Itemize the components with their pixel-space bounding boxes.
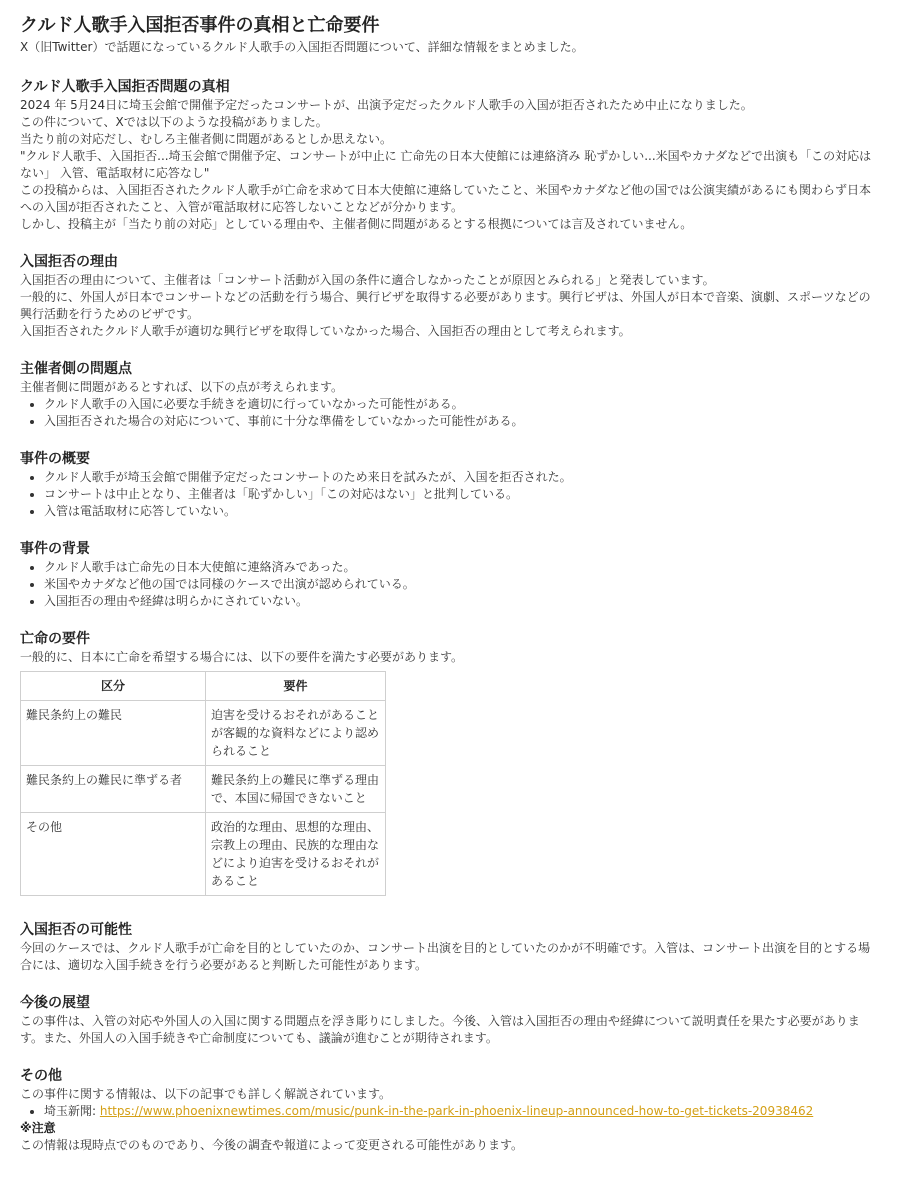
list-item: • 入国拒否の理由や経緯は明らかにされていない。 bbox=[44, 593, 878, 610]
paragraph: 一般的に、日本に亡命を希望する場合には、以下の要件を満たす必要があります。 bbox=[20, 650, 464, 664]
note-label: ※注意 bbox=[20, 1121, 56, 1135]
paragraph: 当たり前の対応だし、むしろ主催者側に問題があるとしか思えない。 bbox=[20, 132, 393, 146]
table-row bbox=[21, 813, 386, 896]
list-item bbox=[44, 1103, 878, 1120]
paragraph: 一般的に、外国人が日本でコンサートなどの活動を行う場合、興行ビザを取得する必要があります。興行ビザは、外国人が日本で音楽、演劇、スポーツなどの興行活動を行うためのビザです。 bbox=[20, 290, 871, 321]
paragraph: 2024 年 5月24日に埼玉会館で開催予定だったコンサートが、出演予定だったクルド人歌手の入国が拒否されたため中止になりました。 bbox=[20, 98, 753, 112]
section-body-reason bbox=[20, 272, 878, 340]
table-cell: その他 bbox=[21, 813, 206, 896]
table-cell: 難民条約上の難民に準ずる者 bbox=[21, 766, 206, 813]
section-heading-outlook: 今後の展望 bbox=[20, 995, 90, 1011]
section-heading-organizer: 主催者側の問題点 bbox=[20, 361, 132, 377]
paragraph: 入国拒否の理由について、主催者は「コンサート活動が入国の条件に適合しなかったことが原因とみられる」と発表しています。 bbox=[20, 273, 715, 287]
section-heading-truth: クルド人歌手入国拒否問題の真相 bbox=[20, 79, 230, 95]
paragraph: この事件は、入管の対応や外国人の入国に関する問題点を浮き彫りにしました。今後、入管は入国拒否の理由や経緯について説明責任を果たす必要があります。また、外国人の入国手続きや亡命制度についても、議論が進むことが期待されます。 bbox=[20, 1014, 860, 1045]
paragraph: この件について、Xでは以下のような投稿がありました。 bbox=[20, 115, 328, 129]
section-heading-other: その他 bbox=[20, 1068, 62, 1084]
source-label: 埼玉新聞: bbox=[44, 1104, 100, 1118]
paragraph: 今回のケースでは、クルド人歌手が亡命を目的としていたのか、コンサート出演を目的としていたのかが不明確です。入管は、コンサート出演を目的とする場合には、適切な入国手続きを行う必要があると判断した可能性があります。 bbox=[20, 941, 871, 972]
section-heading-background: 事件の背景 bbox=[20, 541, 90, 557]
table-row bbox=[21, 701, 386, 766]
table-header-row bbox=[21, 672, 386, 701]
note-text: この情報は現時点でのものであり、今後の調査や報道によって変更される可能性があります。 bbox=[20, 1138, 524, 1152]
table-cell: 難民条約上の難民に準ずる理由で、本国に帰国できないこと bbox=[206, 766, 386, 813]
list-item: • 入管は電話取材に応答していない。 bbox=[44, 503, 878, 520]
section-heading-reason: 入国拒否の理由 bbox=[20, 254, 118, 270]
section-heading-overview: 事件の概要 bbox=[20, 451, 90, 467]
paragraph: この事件に関する情報は、以下の記事でも詳しく解説されています。 bbox=[20, 1087, 392, 1101]
list-item: • 米国やカナダなど他の国では同様のケースで出演が認められている。 bbox=[44, 576, 878, 593]
intro-text: X（旧Twitter）で話題になっているクルド人歌手の入国拒否問題について、詳細な情報をまとめました。 bbox=[20, 40, 584, 54]
section-heading-asylum: 亡命の要件 bbox=[20, 631, 90, 647]
source-link[interactable]: https://www.phoenixnewtimes.com/music/punk-in-the-park-in-phoenix-lineup-announced-how-to-get-tickets-20938462 bbox=[99, 1104, 814, 1118]
section-heading-possibility: 入国拒否の可能性 bbox=[20, 922, 132, 938]
list-item: • クルド人歌手が埼玉会館で開催予定だったコンサートのため来日を試みたが、入国を拒否された。 bbox=[44, 469, 878, 486]
list-item: • コンサートは中止となり、主催者は「恥ずかしい」「この対応はない」と批判している。 bbox=[44, 486, 878, 503]
quoted-post: "クルド人歌手、入国拒否...埼玉会館で開催予定、コンサートが中止に 亡命先の日本大使館には連絡済み 恥ずかしい...米国やカナダなどで出演も「この対応はない」 入管、電話取材に応答なし" bbox=[20, 149, 872, 180]
paragraph: 入国拒否されたクルド人歌手が適切な興行ビザを取得していなかった場合、入国拒否の理由として考えられます。 bbox=[20, 324, 631, 338]
list-item: • クルド人歌手の入国に必要な手続きを適切に行っていなかった可能性がある。 bbox=[44, 396, 878, 413]
bullet-list bbox=[20, 1103, 878, 1120]
table-cell: 迫害を受けるおそれがあることが客観的な資料などにより認められること bbox=[206, 701, 386, 766]
table-cell: 政治的な理由、思想的な理由、宗教上の理由、民族的な理由などにより迫害を受けるおそれがあること bbox=[206, 813, 386, 896]
asylum-requirements-table bbox=[20, 671, 386, 896]
paragraph: 主催者側に問題があるとすれば、以下の点が考えられます。 bbox=[20, 380, 344, 394]
table-row bbox=[21, 766, 386, 813]
column-header: 区分 bbox=[21, 672, 206, 701]
table-cell: 難民条約上の難民 bbox=[21, 701, 206, 766]
bullet-list bbox=[20, 396, 878, 430]
list-item: • クルド人歌手は亡命先の日本大使館に連絡済みであった。 bbox=[44, 559, 878, 576]
column-header: 要件 bbox=[206, 672, 386, 701]
bullet-list bbox=[20, 469, 878, 520]
section-body-truth bbox=[20, 97, 878, 233]
list-item: • 入国拒否された場合の対応について、事前に十分な準備をしていなかった可能性がある。 bbox=[44, 413, 878, 430]
page-title: クルド人歌手入国拒否事件の真相と亡命要件 bbox=[20, 15, 380, 36]
paragraph: この投稿からは、入国拒否されたクルド人歌手が亡命を求めて日本大使館に連絡していたこと、米国やカナダなど他の国では公演実績があるにも関わらず日本への入国が拒否されたこと、入管が電話取材に応答しないことなどが分かります。 bbox=[20, 183, 872, 214]
bullet-list bbox=[20, 559, 878, 610]
paragraph: しかし、投稿主が「当たり前の対応」としている理由や、主催者側に問題があるとする根拠については言及されていません。 bbox=[20, 217, 693, 231]
